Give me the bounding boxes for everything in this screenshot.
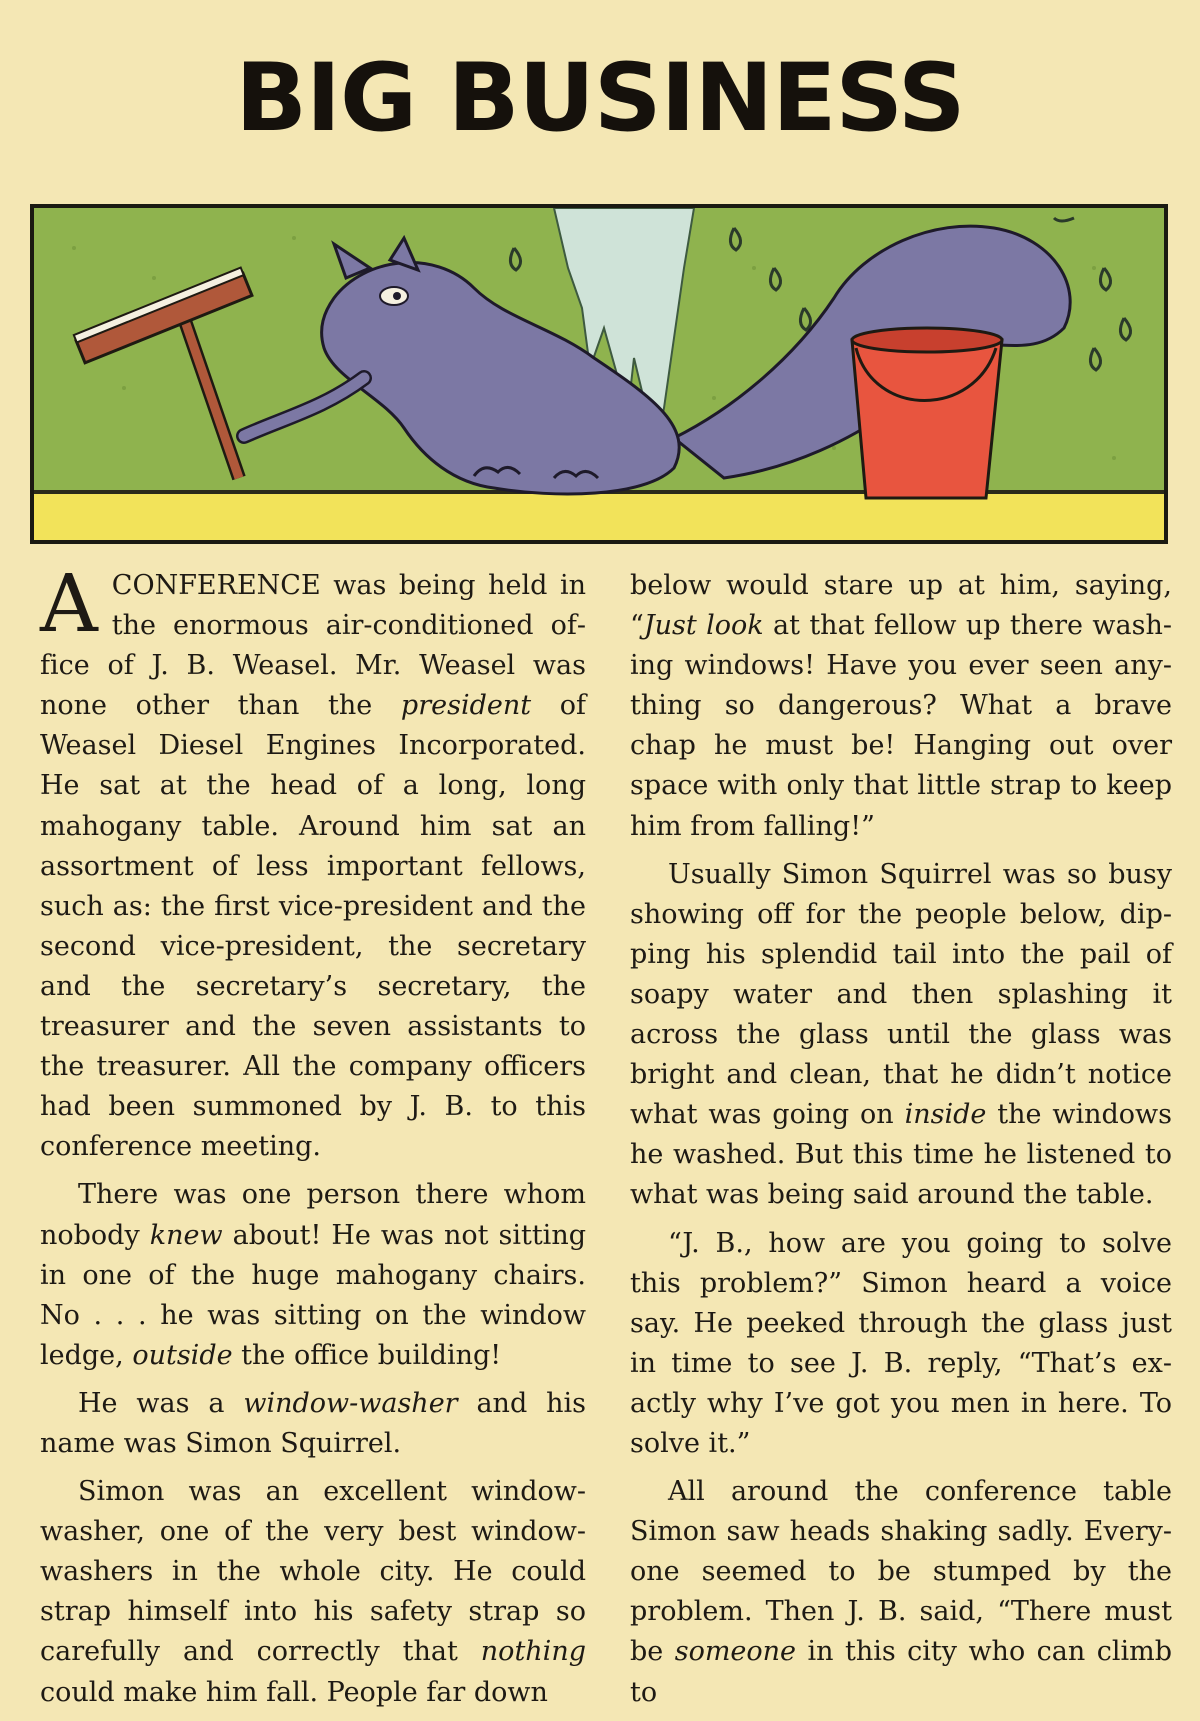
emphasis: president [400, 690, 532, 722]
text-run: of Weasel Diesel Engines Incorporated. He sat at the head of a long, long mahogany table. Around him sat an assortment of less important fellows, such as: the first vice-president and the second vice-president, the secretary and the secretary’s secretary, the treasurer and the seven assistants to the treasurer. All the company officers had been summoned by J. B. to this conference meeting. [40, 690, 586, 1163]
text-run: There was one person there whom nobody [40, 1179, 586, 1251]
text-run: about! He was not sitting in one of the huge mahogany chairs. No . . . he was sitting on the window ledge, [40, 1219, 586, 1371]
text-run: the office building! [232, 1339, 502, 1371]
text-run: could make him fall. People far down [40, 1676, 548, 1708]
text-run: All around the conference table Simon saw heads shaking sadly. Everyone seemed to be stumped by the problem. Then J. B. said, “There must be [630, 1476, 1172, 1668]
text-run: Simon was an excellent window-washer, one of the very best window-washers in the whole city. He could strap himself into his safety strap so carefully and correctly that [40, 1476, 586, 1668]
paragraph [40, 1175, 586, 1375]
paragraph [40, 557, 586, 1167]
text-run: the windows he washed. But this time he listened to what was being said around the table. [630, 1099, 1172, 1211]
text-run: He was a [78, 1387, 244, 1419]
squirrel-illustration [34, 208, 1164, 540]
text-run: below would stare up at him, saying, “ [630, 570, 1172, 642]
emphasis: someone [674, 1636, 797, 1668]
paragraph [40, 1472, 586, 1713]
emphasis: outside [132, 1339, 233, 1371]
bucket-icon [852, 328, 1002, 498]
paragraph [630, 855, 1172, 1216]
text-run: Usually Simon Squirrel was so busy showing off for the people below, dipping his splendid tail into the pail of soapy water and then splashing it across the glass until the glass was bright and clean, that he didn’t notice what was going on [630, 858, 1172, 1131]
text-run: CONFERENCE was being held in the enormous air-conditioned office of J. B. Weasel. Mr. Weasel was none other than the [40, 570, 586, 722]
paragraph: “J. B., how are you going to solve this problem?” Simon heard a voice say. He peeked through the glass just in time to see J. B. reply, “That’s exactly why I’ve got you men in here. To solve it.” [630, 1227, 1172, 1459]
text-run: at that fellow up there washing windows! Have you ever seen anything so dangerous? What a brave chap he must be! Hanging out over space with only that little strap to keep him from falling!” [630, 610, 1172, 842]
illustration-panel [30, 204, 1168, 544]
emphasis: knew [149, 1219, 223, 1251]
text-run: and his name was Simon Squirrel. [40, 1387, 586, 1459]
window-ledge [34, 492, 1164, 540]
text-run: in this city who can climb to [630, 1636, 1172, 1708]
paragraph [40, 1384, 586, 1464]
paragraph [630, 1472, 1172, 1713]
drop-cap: A [40, 557, 98, 650]
emphasis: inside [904, 1099, 987, 1131]
emphasis: window-washer [243, 1387, 458, 1419]
left-text-column [40, 557, 586, 1721]
emphasis: nothing [480, 1636, 586, 1668]
paragraph [630, 566, 1172, 847]
right-text-column [630, 566, 1172, 1721]
story-title: BIG BUSINESS [235, 44, 965, 153]
emphasis: Just look [643, 610, 764, 642]
